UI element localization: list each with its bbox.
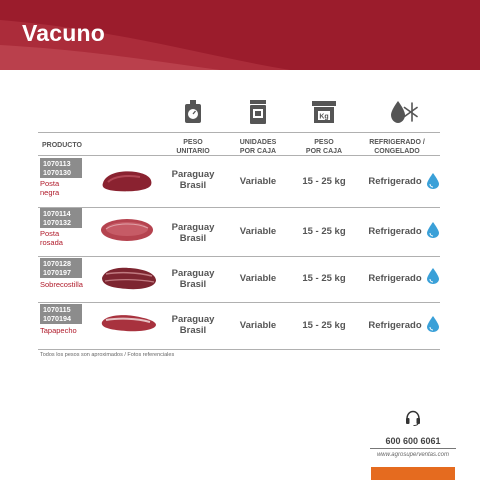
product-name: Tapapecho [40, 326, 77, 335]
units-value: Variable [239, 273, 277, 284]
table-row [0, 157, 480, 207]
drop-snowflake-icon [382, 98, 426, 126]
origin: Paraguay Brasil [171, 268, 215, 290]
weight-value: 15 - 25 kg [302, 176, 346, 187]
footnote: Todos los pesos son aproximados / Fotos referenciales [40, 352, 175, 358]
product-codes: 1070114 1070132 [40, 208, 82, 228]
col-weight-per-box: PESO POR CAJA [305, 139, 343, 155]
col-product: PRODUCTO [42, 142, 82, 149]
kg-weight-icon [309, 98, 339, 126]
water-drop-icon [427, 268, 439, 284]
meat-image [100, 264, 158, 292]
weight-value: 15 - 25 kg [302, 273, 346, 284]
weight-value: 15 - 25 kg [302, 320, 346, 331]
divider [38, 207, 440, 208]
water-drop-icon [427, 222, 439, 238]
product-name: Posta negra [40, 179, 60, 197]
water-drop-icon [427, 173, 439, 189]
scale-icon [178, 98, 208, 126]
meat-image [100, 217, 156, 243]
contact-block [370, 410, 456, 458]
storage-value: Refrigerado [368, 226, 422, 237]
table-row [0, 209, 480, 257]
header-banner [0, 0, 480, 70]
weight-value: 15 - 25 kg [302, 226, 346, 237]
units-value: Variable [239, 226, 277, 237]
storage-value: Refrigerado [368, 176, 422, 187]
product-codes: 1070113 1070130 [40, 158, 82, 178]
product-codes: 1070128 1070197 [40, 258, 82, 278]
divider [38, 349, 440, 350]
column-icons [0, 98, 480, 128]
origin: Paraguay Brasil [171, 169, 215, 191]
col-unit-weight: PESO UNITARIO [176, 139, 210, 155]
divider [38, 302, 440, 303]
box-jar-icon [243, 98, 273, 126]
divider [38, 132, 440, 133]
meat-image [100, 169, 154, 193]
product-codes: 1070115 1070194 [40, 304, 82, 324]
water-drop-icon [427, 316, 439, 332]
table-row [0, 258, 480, 304]
svg-text:Kg: Kg [319, 113, 329, 121]
headset-icon [405, 410, 421, 426]
divider [38, 256, 440, 257]
orange-bar [371, 467, 455, 480]
storage-value: Refrigerado [368, 320, 422, 331]
col-storage: REFRIGERADO / CONGELADO [369, 139, 425, 155]
units-value: Variable [239, 176, 277, 187]
units-value: Variable [239, 320, 277, 331]
website-link[interactable]: www.agrosuperventas.com [376, 452, 450, 458]
storage-value: Refrigerado [368, 273, 422, 284]
table-row [0, 304, 480, 350]
divider [38, 155, 440, 156]
phone-number[interactable]: 600 600 6061 [370, 436, 456, 449]
meat-image [100, 312, 158, 334]
product-name: Posta rosada [40, 229, 63, 247]
col-units-per-box: UNIDADES POR CAJA [239, 139, 277, 155]
origin: Paraguay Brasil [171, 222, 215, 244]
origin: Paraguay Brasil [171, 314, 215, 336]
product-name: Sobrecostilla [40, 280, 83, 289]
page-title: Vacuno [22, 20, 106, 46]
